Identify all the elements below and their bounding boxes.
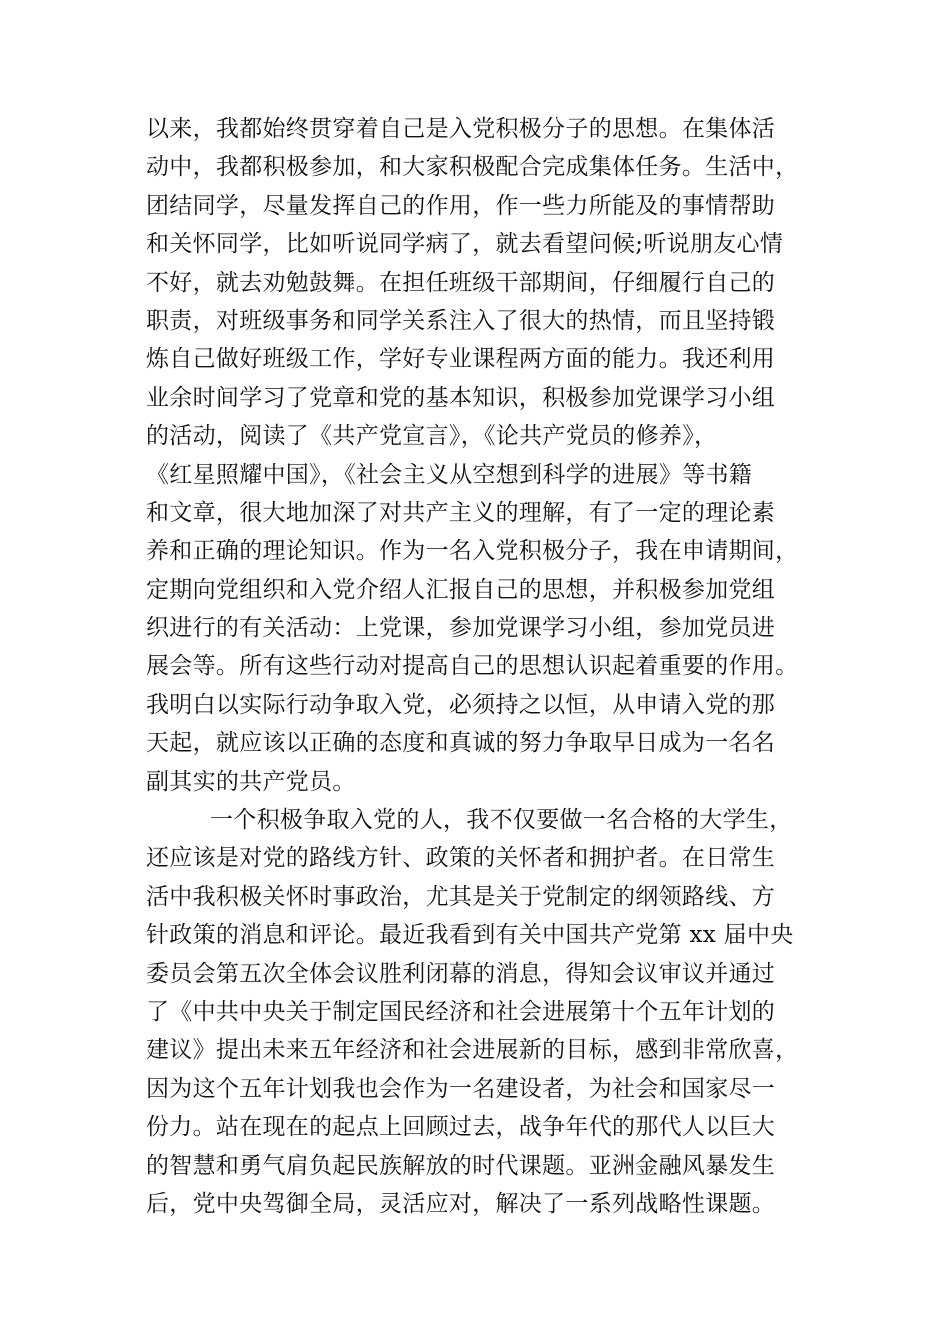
text-line: 《红星照耀中国》，《社会主义从空想到科学的进展》等书籍 xyxy=(146,461,753,488)
text-line: 针政策的消息和评论。最近我看到有关中国共产党第 xx 届中央 xyxy=(146,922,794,949)
text-line: 的智慧和勇气肩负起民族解放的时代课题。亚洲金融风暴发生 xyxy=(146,1152,776,1179)
text-line: 副其实的共产党员。 xyxy=(146,768,356,795)
text-line: 动中，我都积极参加，和大家积极配合完成集体任务。生活中， xyxy=(146,154,799,181)
text-line: 职责，对班级事务和同学关系注入了很大的热情，而且坚持锻 xyxy=(146,307,776,334)
text-line: 了《中共中央关于制定国民经济和社会进展第十个五年计划的 xyxy=(146,998,776,1025)
text-line: 委员会第五次全体会议胜利闭幕的消息，得知会议审议并通过 xyxy=(146,960,776,987)
text-line: 团结同学，尽量发挥自己的作用，作一些力所能及的事情帮助 xyxy=(146,192,776,219)
text-line: 炼自己做好班级工作，学好专业课程两方面的能力。我还利用 xyxy=(146,346,776,373)
text-line: 后，党中央驾御全局，灵活应对，解决了一系列战略性课题。 xyxy=(146,1190,776,1217)
text-line: 的活动，阅读了《共产党宣言》，《论共产党员的修养》， xyxy=(146,423,718,450)
paragraph-start-line: 一个积极争取入党的人，我不仅要做一名合格的大学生， xyxy=(210,807,793,834)
text-line: 织进行的有关活动：上党课，参加党课学习小组，参加党员进 xyxy=(146,615,776,642)
text-line: 和关怀同学，比如听说同学病了，就去看望问候;听说朋友心情 xyxy=(146,231,784,258)
text-line: 活中我积极关怀时事政治，尤其是关于党制定的纲领路线、方 xyxy=(146,883,776,910)
text-line: 还应该是对党的路线方针、政策的关怀者和拥护者。在日常生 xyxy=(146,845,776,872)
text-line: 份力。站在现在的起点上回顾过去，战争年代的那代人以巨大 xyxy=(146,1114,776,1141)
text-line: 天起，就应该以正确的态度和真诚的努力争取早日成为一名名 xyxy=(146,730,776,757)
text-line: 养和正确的理论知识。作为一名入党积极分子，我在申请期间， xyxy=(146,538,799,565)
text-line: 和文章，很大地加深了对共产主义的理解，有了一定的理论素 xyxy=(146,499,776,526)
text-line: 我明白以实际行动争取入党，必须持之以恒，从申请入党的那 xyxy=(146,691,776,718)
text-line: 以来，我都始终贯穿着自己是入党积极分子的思想。在集体活 xyxy=(146,116,776,142)
text-line: 因为这个五年计划我也会作为一名建设者，为社会和国家尽一 xyxy=(146,1075,776,1102)
text-line: 建议》提出未来五年经济和社会进展新的目标，感到非常欣喜， xyxy=(146,1037,799,1064)
text-line: 展会等。所有这些行动对提高自己的思想认识起着重要的作用。 xyxy=(146,653,799,680)
text-line: 业余时间学习了党章和党的基本知识，积极参加党课学习小组 xyxy=(146,384,776,411)
document-body xyxy=(146,110,806,1223)
text-line: 定期向党组织和入党介绍人汇报自己的思想，并积极参加党组 xyxy=(146,576,776,603)
text-line: 不好，就去劝勉鼓舞。在担任班级干部期间，仔细履行自己的 xyxy=(146,269,776,296)
